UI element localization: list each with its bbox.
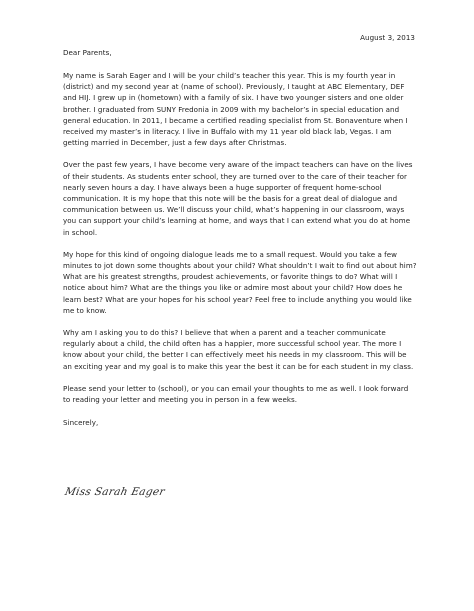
paragraph-instructions: Please send your letter to (school), or you can email your thoughts to me as well. I look forward to reading your letter and meeting you in person in a few weeks.: [63, 383, 409, 405]
paragraph-request: My hope for this kind of ongoing dialogue leads me to a small request. Would you take a few minutes to jot down some thoughts about your child? What shouldn’t I wait to find out about him? What are his greatest strengths, proudest achievements, or favorite things to do? What will I notice about him? What are the things you like or admire most about your child? How does he learn best? What are your hopes for his school year? Feel free to include anything you would like me to know.: [63, 249, 417, 315]
letter-date: August 3, 2013: [360, 33, 415, 42]
handwritten-signature: Miss Sarah Eager: [63, 486, 167, 498]
paragraph-reason: Why am I asking you to do this? I believe that when a parent and a teacher communicate regularly about a child, the child often has a happier, more successful school year. The more I know about your child, the better I can effectively meet his needs in my classroom. This will be an exciting year and my goal is to make this year the best it can be for each student in my class.: [63, 328, 414, 371]
paragraph-communication: Over the past few years, I have become very aware of the impact teachers can have on the lives of their students. As students enter school, they are turned over to the care of their teacher for nearly seven hours a day. I have always been a huge supporter of frequent home-school communication. It is my hope that this note will be the basis for a great deal of dialogue and communication between us. We’ll discuss your child, what’s happening in our classroom, ways you can support your child’s learning at home, and ways that I can extend what you do at home in school.: [63, 160, 413, 237]
letter-closing: Sincerely,: [63, 418, 99, 428]
paragraph-introduction: My name is Sarah Eager and I will be your child’s teacher this year. This is my fourth year in (district) and my second year at (name of school). Previously, I taught at ABC Elementary, DEF and HIJ. I grew up in (hometown) with a family of six. I have two younger sisters and one older brother. I graduated from SUNY Fredonia in 2009 with my bachelor’s in special education and general education. In 2011, I became a certified reading specialist from St. Bonaventure when I received my master’s in literacy. I live in Buffalo with my 11 year old black lab, Vegas. I am getting married in December, just a few days after Christmas.: [63, 71, 408, 148]
letter-body: [63, 32, 417, 428]
letter-salutation: Dear Parents,: [63, 48, 112, 57]
